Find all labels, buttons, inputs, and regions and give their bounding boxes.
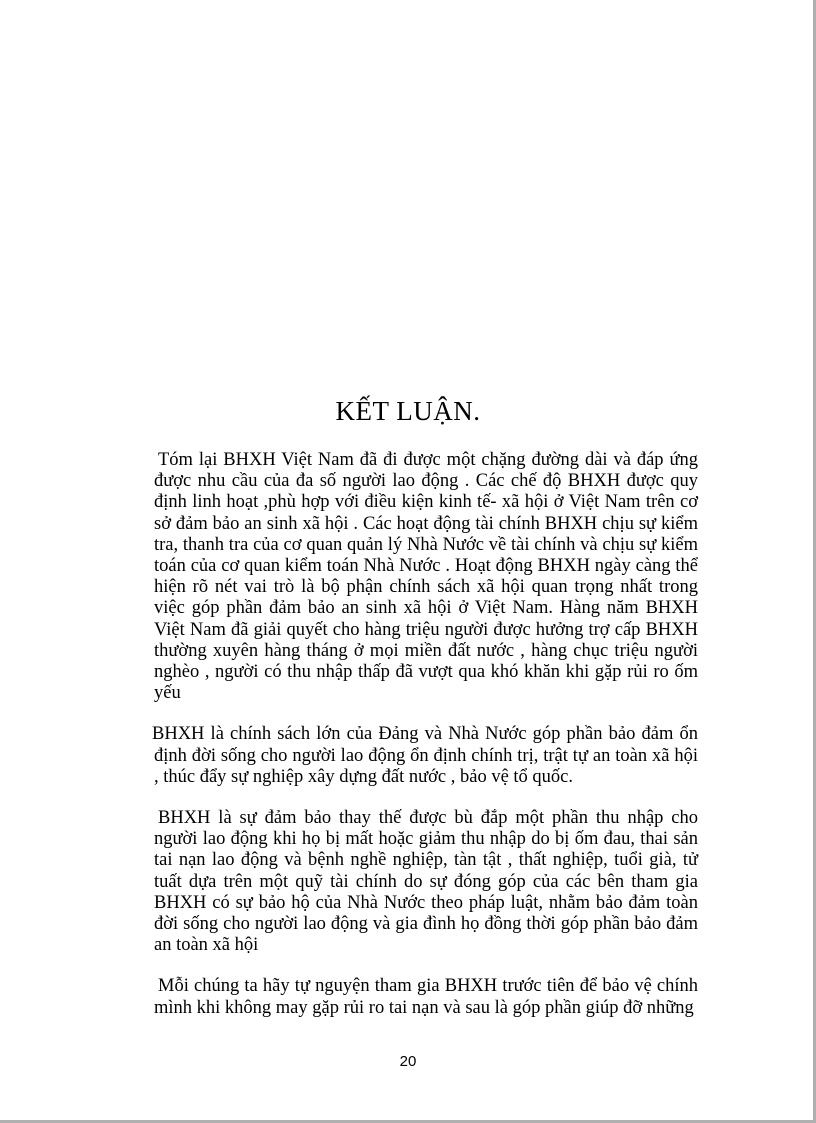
paragraph-3: BHXH là sự đảm bảo thay thế được bù đắp một phần thu nhập cho người lao động khi họ bị mất hoặc giảm thu nhập do bị ốm đau, thai sản tai nạn lao động và bệnh nghề nghiệp, tàn tật , thất nghiệp, tuổi già, tử tuất dựa trên một quỹ tài chính do sự đóng góp của các bên tham gia BHXH có sự bảo hộ của Nhà Nước theo pháp luật, nhằm bảo đảm toàn đời sống cho người lao động và gia đình họ đồng thời góp phần bảo đảm an toàn xã hội [154, 808, 698, 956]
paragraph-2: BHXH là chính sách lớn của Đảng và Nhà Nước góp phần bảo đảm ổn định đời sống cho người lao động ổn định chính trị, trật tự an toàn xã hội , thúc đẩy sự nghiệp xây dựng đất nước , bảo vệ tổ quốc. [152, 724, 698, 787]
paragraph-4: Mỗi chúng ta hãy tự nguyện tham gia BHXH trước tiên để bảo vệ chính mình khi không may gặp rủi ro tai nạn và sau là góp phần giúp đỡ những [154, 976, 698, 1018]
page-number: 20 [399, 1053, 417, 1070]
body-text [154, 450, 698, 1019]
section-title: KẾT LUẬN. [335, 396, 481, 426]
paragraph-1: Tóm lại BHXH Việt Nam đã đi được một chặng đường dài và đáp ứng được nhu cầu của đa số người lao động . Các chế độ BHXH được quy định linh hoạt ,phù hợp với điều kiện kinh tế- xã hội ở Việt Nam trên cơ sở đảm bảo an sinh xã hội . Các hoạt động tài chính BHXH chịu sự kiểm tra, thanh tra của cơ quan quản lý Nhà Nước về tài chính và chịu sự kiểm toán của cơ quan kiểm toán Nhà Nước . Hoạt động BHXH ngày càng thể hiện rõ nét vai trò là bộ phận chính sách xã hội quan trọng nhất trong việc góp phần đảm bảo an sinh xã hội ở Việt Nam. Hàng năm BHXH Việt Nam đã giải quyết cho hàng triệu người được hưởng trợ cấp BHXH thường xuyên hàng tháng ở mọi miền đất nước , hàng chục triệu người nghèo , người có thu nhập thấp đã vượt qua khó khăn khi gặp rủi ro ốm yếu [154, 450, 698, 704]
